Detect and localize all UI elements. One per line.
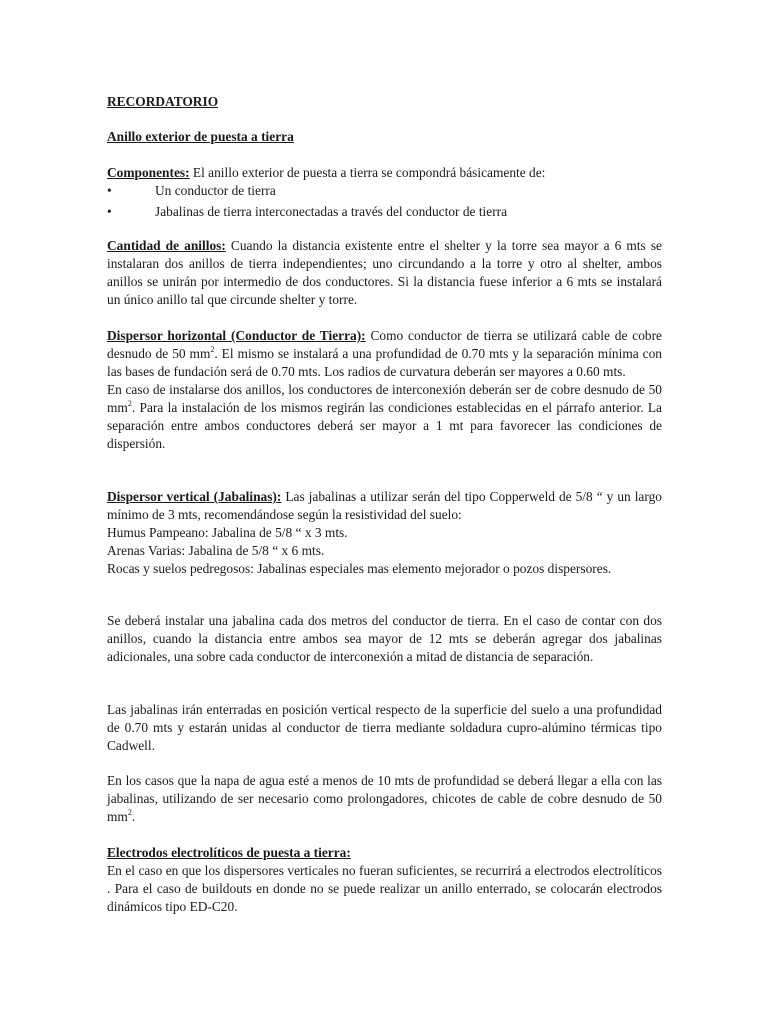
- componentes-heading: Componentes:: [107, 165, 190, 180]
- vertical-heading: Dispersor vertical (Jabalinas):: [107, 489, 282, 504]
- document-title: RECORDATORIO: [107, 94, 219, 109]
- horizontal-paragraph-1: [107, 327, 662, 381]
- horizontal-section: [107, 327, 662, 453]
- horizontal-paragraph-2: [107, 381, 662, 453]
- vertical-paragraph-2: Se deberá instalar una jabalina cada dos metros del conductor de tierra. En el caso de contar con dos anillos, cuando la distancia entre ambos sea mayor de 12 mts se deberán agregar dos jabalinas adicionales, una sobre cada conductor de interconexión a mitad de distancia de separación.: [107, 613, 662, 664]
- vertical-text-4a: En los casos que la napa de agua esté a menos de 10 mts de profundidad se deberá llegar a ella con las jabalinas, utilizando de ser necesario como prolongadores, chicotes de cable de cobre desnudo de 50 mm: [107, 773, 662, 824]
- vertical-text: Las jabalinas a utilizar serán del tipo Copperweld de 5/8 “ y un largo mínimo de 3 mts, recomendándose según la resistividad del suelo:: [107, 489, 662, 522]
- section-subtitle: Anillo exterior de puesta a tierra: [107, 129, 294, 144]
- superscript: 2: [127, 399, 132, 408]
- bullet-icon: •: [107, 183, 112, 198]
- electrodos-section: [107, 844, 662, 916]
- superscript: 2: [127, 808, 132, 817]
- vertical-paragraph-3: Las jabalinas irán enterradas en posición vertical respecto de la superficie del suelo a una profundidad de 0.70 mts y estarán unidas al conductor de tierra mediante soldadura cupro-alúmino térmicas tipo Cadwell.: [107, 702, 662, 753]
- componentes-paragraph: [107, 164, 662, 182]
- horizontal-heading: Dispersor horizontal (Conductor de Tierra):: [107, 328, 366, 343]
- horizontal-text-b: . El mismo se instalará a una profundidad de 0.70 mts y la separación mínima con las bases de fundación será de 0.70 mts. Los radios de curvatura deberán ser mayores a 0.60 mts.: [107, 346, 662, 379]
- componentes-section: [107, 164, 662, 221]
- list-item-text: Jabalinas de tierra interconectadas a través del conductor de tierra: [155, 204, 508, 219]
- electrodos-paragraph: En el caso en que los dispersores verticales no fueran suficientes, se recurrirá a electrodos electrolíticos . Para el caso de buildouts en donde no se puede realizar un anillo enterrado, se colocarán electrodos dinámicos tipo ED-C20.: [107, 863, 662, 914]
- vertical-paragraph-4: [107, 772, 662, 826]
- componentes-text: El anillo exterior de puesta a tierra se compondrá básicamente de:: [189, 165, 546, 180]
- horizontal-text-d: . Para la instalación de los mismos regirán las condiciones establecidas en el párrafo anterior. La separación entre ambos conductores deberá ser mayor a 1 mt para favorecer las condiciones de dispersión.: [107, 400, 662, 451]
- bullet-icon: •: [107, 204, 112, 219]
- horizontal-text-a: Como conductor de tierra se utilizará cable de cobre desnudo de 50 mm: [107, 328, 663, 361]
- horizontal-text-c: En caso de instalarse dos anillos, los conductores de interconexión deberán ser de cobre desnudo de 50 mm: [107, 382, 662, 415]
- vertical-line-arenas: Arenas Varias: Jabalina de 5/8 “ x 6 mts.: [107, 543, 325, 558]
- vertical-section: [107, 488, 662, 578]
- vertical-line-rocas: Rocas y suelos pedregosos: Jabalinas especiales mas elemento mejorador o pozos dispersores.: [107, 561, 612, 576]
- vertical-paragraph-1: [107, 488, 662, 524]
- electrodos-heading: Electrodos electrolíticos de puesta a tierra:: [107, 845, 351, 860]
- vertical-line-humus: Humus Pampeano: Jabalina de 5/8 “ x 3 mts.: [107, 525, 348, 540]
- cantidad-text: Cuando la distancia existente entre el shelter y la torre sea mayor a 6 mts se instalaran dos anillos de tierra independientes; uno circundando a la torre y otro al shelter, ambos anillos se unirán por intermedio de dos conductores. Si la distancia fuese inferior a 6 mts se instalará un único anillo tal que circunde shelter y torre.: [107, 238, 662, 307]
- componentes-list: [107, 182, 662, 221]
- superscript: 2: [210, 345, 215, 354]
- list-item: [107, 203, 662, 221]
- vertical-text-4b: .: [131, 809, 136, 824]
- cantidad-paragraph: [107, 237, 662, 309]
- cantidad-heading: Cantidad de anillos:: [107, 238, 226, 253]
- list-item-text: Un conductor de tierra: [155, 183, 276, 198]
- list-item: [107, 182, 662, 200]
